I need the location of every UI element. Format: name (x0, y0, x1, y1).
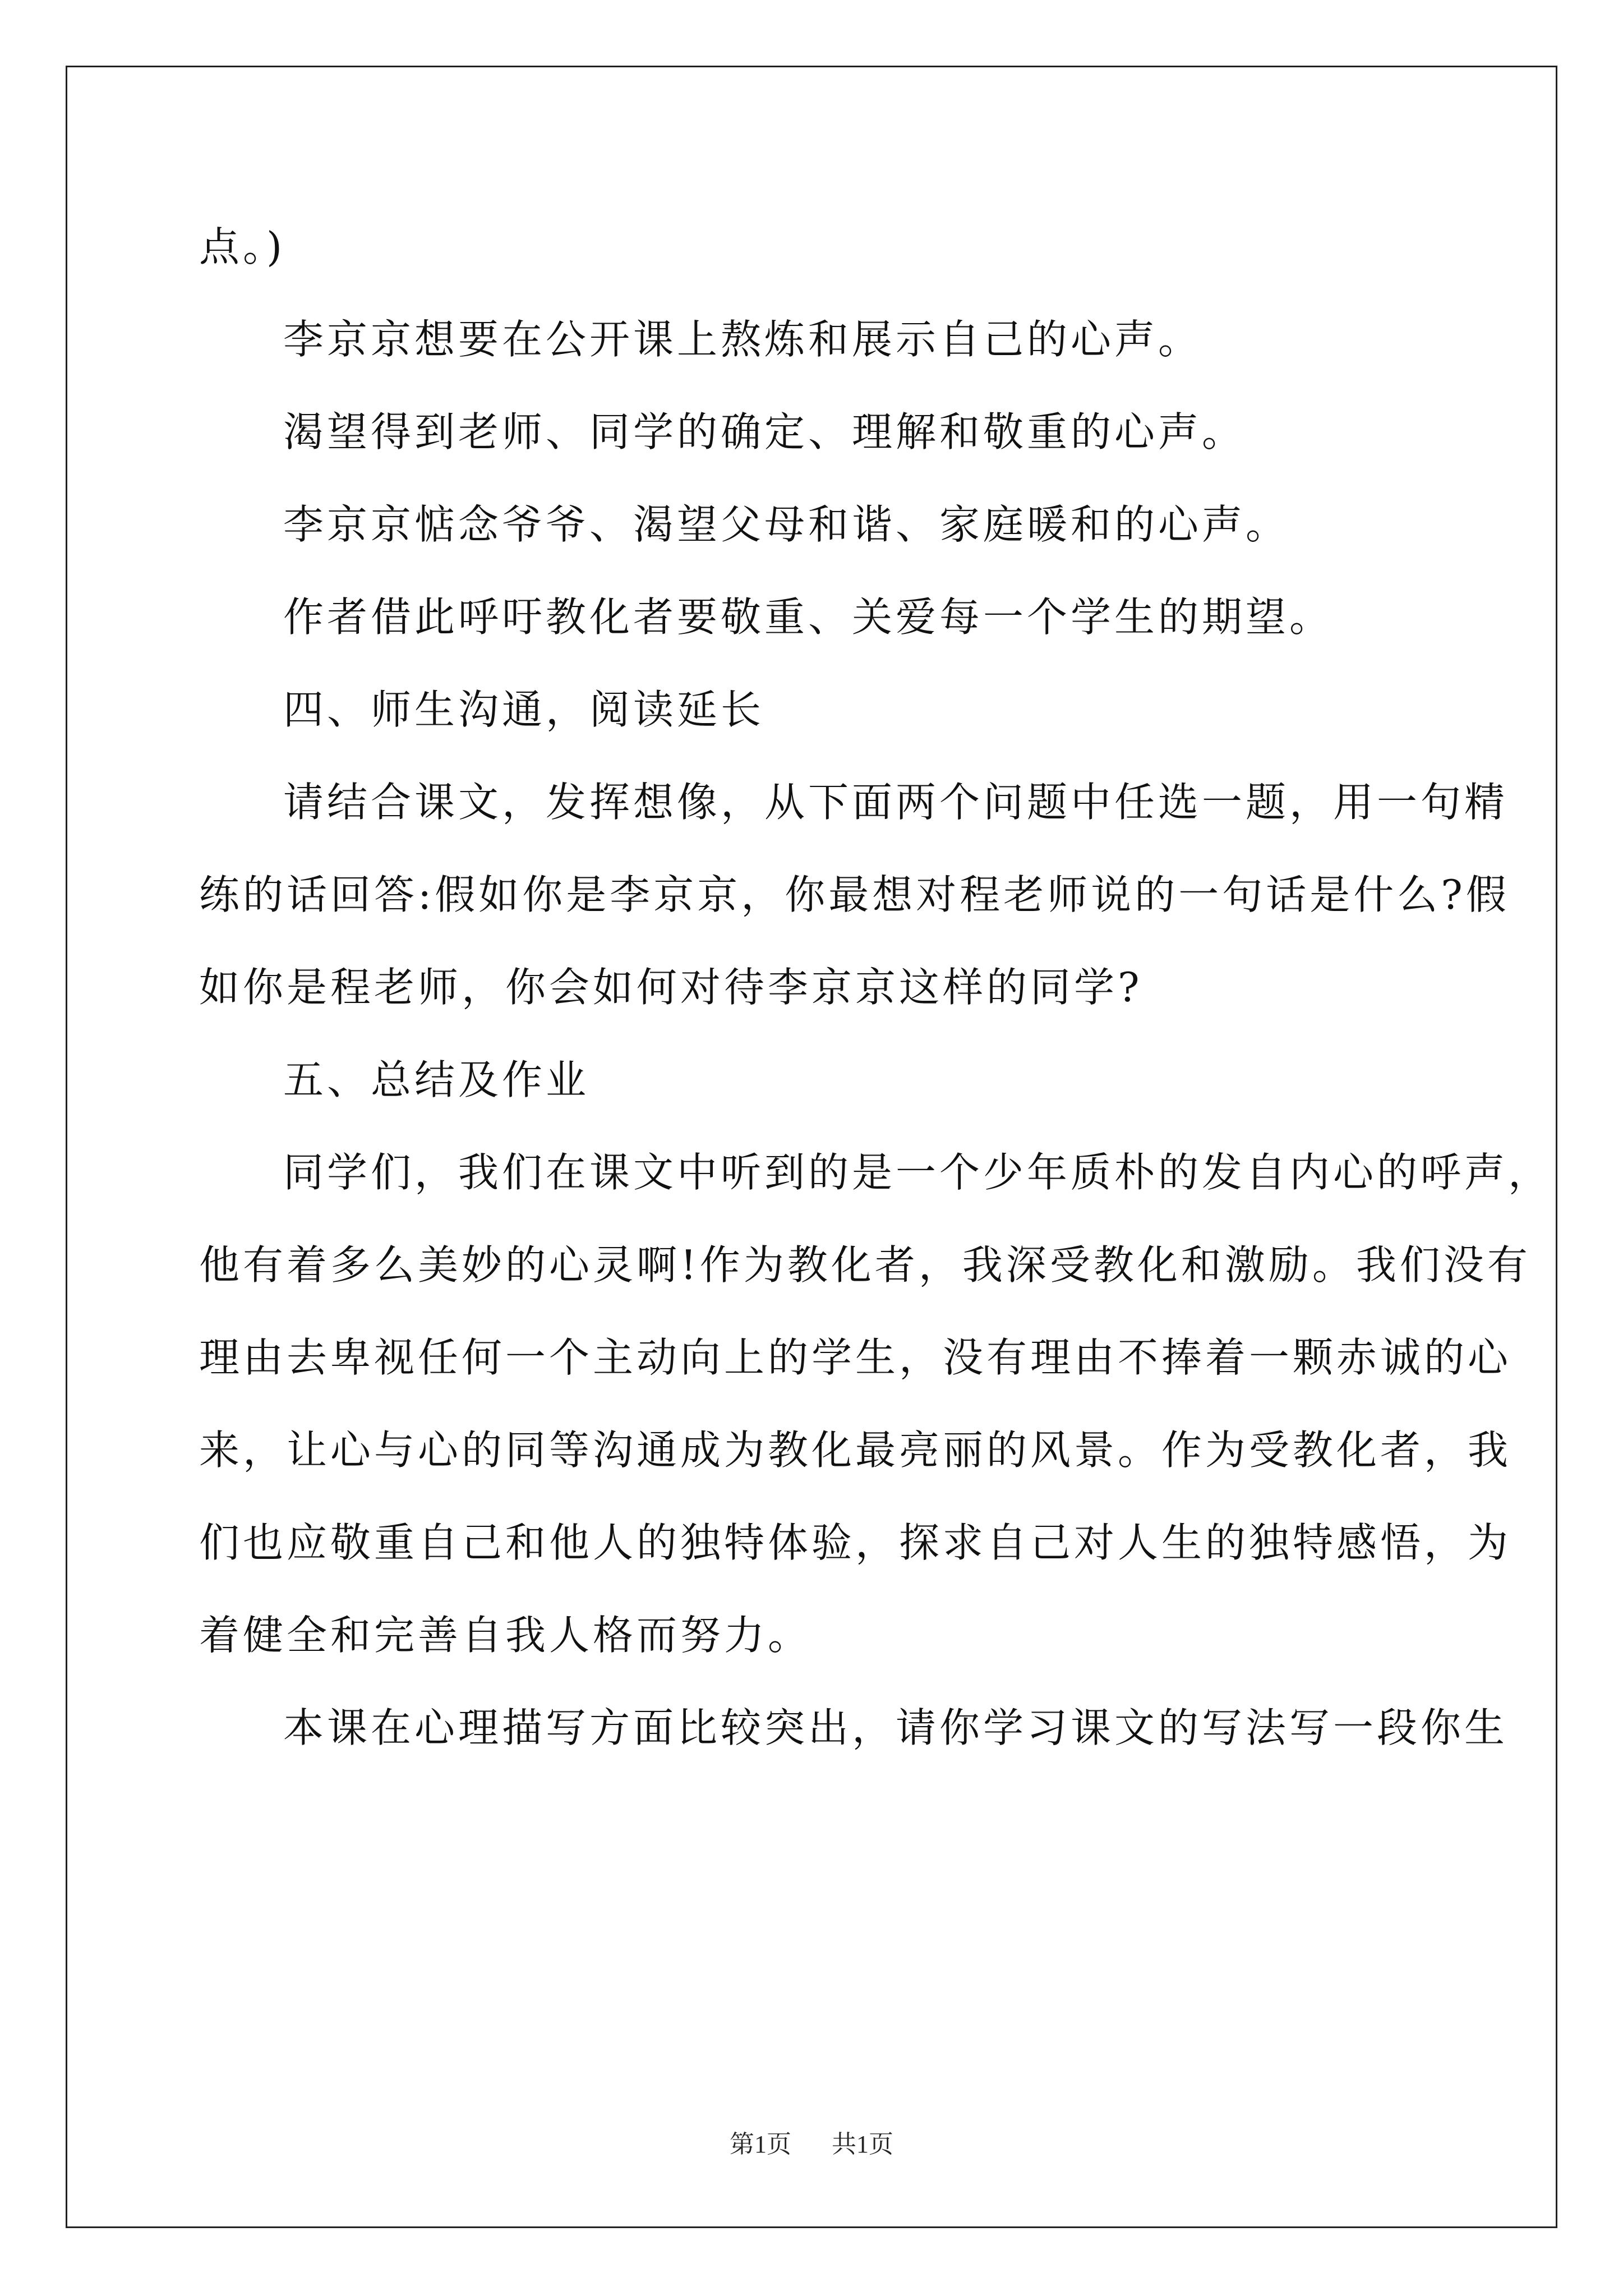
paragraph-line: 同学们，我们在课文中听到的是一个少年质朴的发自内心的呼声， (283, 1149, 1552, 1196)
paragraph-line: 来，让心与心的同等沟通成为教化最亮丽的风景。作为受教化者，我 (199, 1427, 1512, 1474)
paragraph-line: 李京京惦念爷爷、渴望父母和谐、家庭暖和的心声。 (283, 501, 1290, 548)
paragraph-line: 着健全和完善自我人格而努力。 (199, 1612, 812, 1659)
paragraph-line: 作者借此呼吁教化者要敬重、关爱每一个学生的期望。 (283, 593, 1334, 641)
paragraph-line: 本课在心理描写方面比较突出，请你学习课文的写法写一段你生 (283, 1704, 1509, 1751)
paragraph-line: 李京京想要在公开课上熬炼和展示自己的心声。 (283, 316, 1202, 363)
page-total: 共1页 (832, 2131, 893, 2158)
paragraph-line: 请结合课文，发挥想像，从下面两个问题中任选一题，用一句精 (283, 779, 1509, 826)
page-footer (0, 2129, 1623, 2160)
paragraph-line: 渴望得到老师、同学的确定、理解和敬重的心声。 (283, 408, 1246, 455)
section-heading: 四、师生沟通，阅读延长 (283, 686, 765, 733)
paragraph-line: 们也应敬重自己和他人的独特体验，探求自己对人生的独特感悟，为 (199, 1519, 1512, 1566)
paragraph-line: 练的话回答:假如你是李京京，你最想对程老师说的一句话是什么?假 (199, 871, 1510, 918)
paragraph-line: 点。) (199, 223, 286, 270)
section-heading: 五、总结及作业 (283, 1056, 590, 1103)
paragraph-line: 如你是程老师，你会如何对待李京京这样的同学? (199, 964, 1143, 1011)
paragraph-line: 理由去卑视任何一个主动向上的学生，没有理由不捧着一颗赤诚的心 (199, 1334, 1512, 1381)
paragraph-line: 他有着多么美妙的心灵啊!作为教化者，我深受教化和激励。我们没有 (199, 1241, 1531, 1289)
page-number: 第1页 (730, 2131, 791, 2158)
